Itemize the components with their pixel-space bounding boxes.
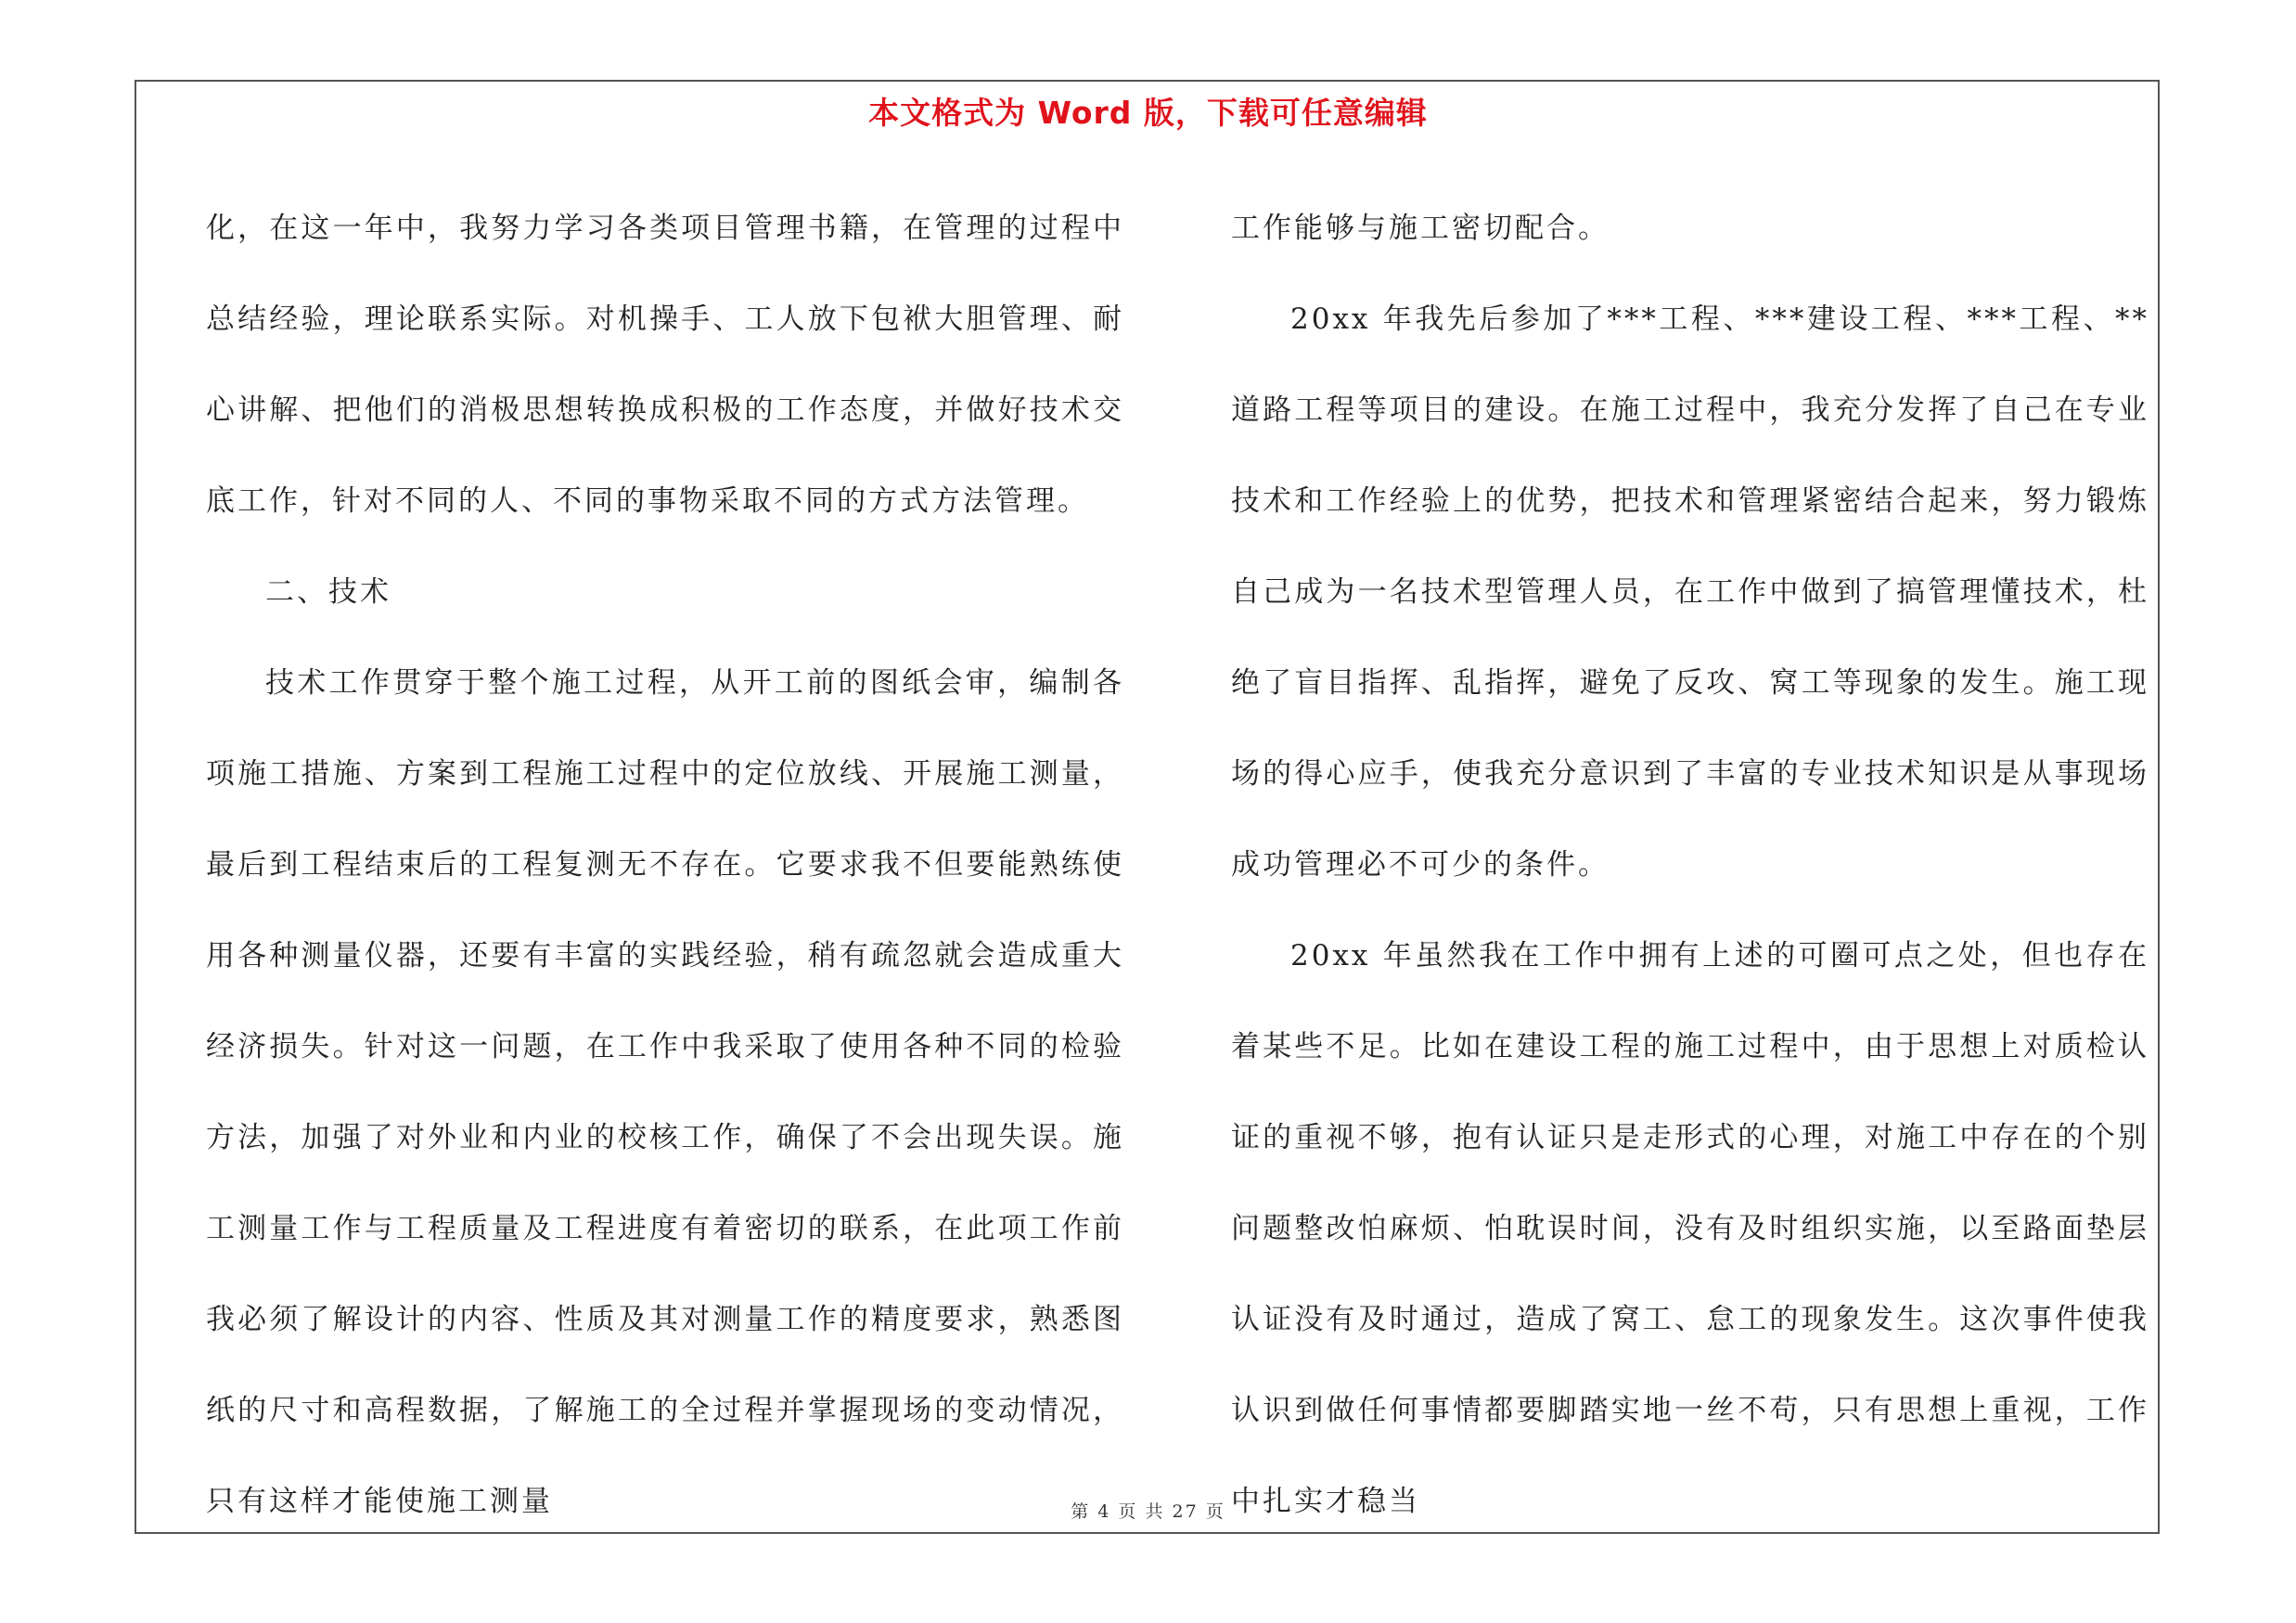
document-banner: 本文格式为 Word 版，下载可任意编辑 <box>868 95 1428 131</box>
paragraph-technology: 技术工作贯穿于整个施工过程，从开工前的图纸会审，编制各项施工措施、方案到工程施工过程中的定位放线、开展施工测量，最后到工程结束后的工程复测无不存在。它要求我不但要能熟练使用各种测量仪器，还要有丰富的实践经验，稍有疏忽就会造成重大经济损失。针对这一问题，在工作中我采取了使用各种不同的检验方法，加强了对外业和内业的校核工作，确保了不会出现失误。施工测量工作与工程质量及工程进度有着密切的联系，在此项工作前我必须了解设计的内容、性质及其对测量工作的精度要求，熟悉图纸的尺寸和高程数据，了解施工的全过程并掌握现场的变动情况，只有这样才能使施工测量 <box>206 666 1124 1518</box>
paragraph-shortcomings: 20xx 年虽然我在工作中拥有上述的可圈可点之处，但也存在着某些不足。比如在建设工程的施工过程中，由于思想上对质检认证的重视不够，抱有认证只是走形式的心理，对施工中存在的个别问题整改怕麻烦、怕耽误时间，没有及时组织实施，以至路面垫层认证没有及时通过，造成了窝工、怠工的现象发生。这次事件使我认识到做任何事情都要脚踏实地一丝不苟，只有思想上重视，工作中扎实才稳当 <box>1231 939 2149 1518</box>
paragraph-management-continued: 化，在这一年中，我努力学习各类项目管理书籍，在管理的过程中总结经验，理论联系实际。对机操手、工人放下包袱大胆管理、耐心讲解、把他们的消极思想转换成积极的工作态度，并做好技术交底工作，针对不同的人、不同的事物采取不同的方式方法管理。 <box>206 212 1124 518</box>
section-heading-technology: 二、技术 <box>265 575 391 609</box>
left-column <box>206 183 1124 1547</box>
right-column <box>1231 183 2149 1547</box>
page-number: 第 4 页 共 27 页 <box>1071 1501 1225 1522</box>
paragraph-projects: 20xx 年我先后参加了***工程、***建设工程、***工程、**道路工程等项目的建设。在施工过程中，我充分发挥了自己在专业技术和工作经验上的优势，把技术和管理紧密结合起来，努力锻炼自己成为一名技术型管理人员，在工作中做到了搞管理懂技术，杜绝了盲目指挥、乱指挥，避免了反攻、窝工等现象的发生。施工现场的得心应手，使我充分意识到了丰富的专业技术知识是从事现场成功管理必不可少的条件。 <box>1231 303 2149 882</box>
paragraph-technology-continued: 工作能够与施工密切配合。 <box>1231 212 1610 245</box>
